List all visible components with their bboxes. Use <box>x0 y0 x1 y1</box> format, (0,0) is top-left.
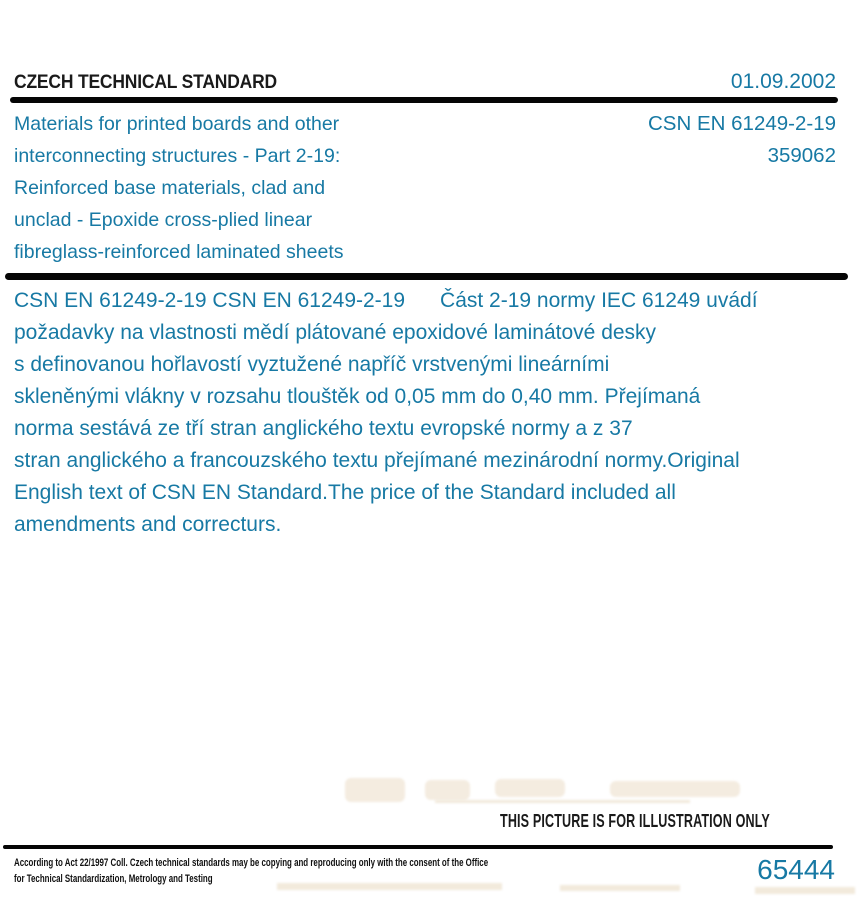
watermark-smudge <box>345 778 405 802</box>
standard-reference <box>648 108 836 172</box>
copyright-notice-line: for Technical Standardization, Metrology and Testing <box>14 872 213 885</box>
illustration-only-note: THIS PICTURE IS FOR ILLUSTRATION ONLY <box>500 810 770 831</box>
abstract-line: s definovanou hořlavostí vyztužené napříč vrstvenými lineárními <box>14 353 610 376</box>
copyright-notice-line: According to Act 22/1997 Coll. Czech technical standards may be copying and reproducing only with the consent of the Office <box>14 857 489 869</box>
watermark-smudge <box>425 780 470 800</box>
footer-divider <box>3 845 833 849</box>
document-number: 65444 <box>757 854 835 885</box>
page-title: CZECH TECHNICAL STANDARD <box>14 72 277 93</box>
standard-title-line: Reinforced base materials, clad and <box>14 177 326 199</box>
standard-title-line: unclad - Epoxide cross-plied linear <box>14 209 313 231</box>
watermark-smudge <box>755 887 855 894</box>
title-divider <box>5 273 848 280</box>
abstract-line: CSN EN 61249-2-19 CSN EN 61249-2-19 Část 2-19 normy IEC 61249 uvádí <box>14 289 758 312</box>
copyright-notice <box>14 856 488 887</box>
catalog-number: 359062 <box>767 144 836 167</box>
standard-title-line: fibreglass-reinforced laminated sheets <box>14 241 344 263</box>
abstract-line: norma sestává ze tří stran anglického textu evropské normy a z 37 <box>14 417 633 440</box>
header-divider <box>10 97 838 103</box>
watermark-smudge <box>495 779 565 797</box>
watermark-smudge <box>435 800 690 803</box>
standard-title-line: interconnecting structures - Part 2-19: <box>14 145 341 167</box>
abstract-paragraph <box>14 285 814 541</box>
abstract-line: amendments and correcturs. <box>14 513 282 536</box>
issue-date: 01.09.2002 <box>730 70 836 93</box>
watermark-smudge <box>560 885 680 891</box>
abstract-line: skleněnými vlákny v rozsahu tlouštěk od 0,05 mm do 0,40 mm. Přejímaná <box>14 385 701 408</box>
abstract-line: stran anglického a francouzského textu přejímané mezinárodní normy.Original <box>14 449 740 472</box>
standard-code: CSN EN 61249-2-19 <box>647 112 836 135</box>
standard-title-line: Materials for printed boards and other <box>14 113 340 135</box>
abstract-line: English text of CSN EN Standard.The price of the Standard included all <box>14 481 676 504</box>
watermark-smudge <box>610 781 740 797</box>
abstract-line: požadavky na vlastnosti mědí plátované epoxidové laminátové desky <box>14 321 657 344</box>
standard-title <box>14 108 444 268</box>
